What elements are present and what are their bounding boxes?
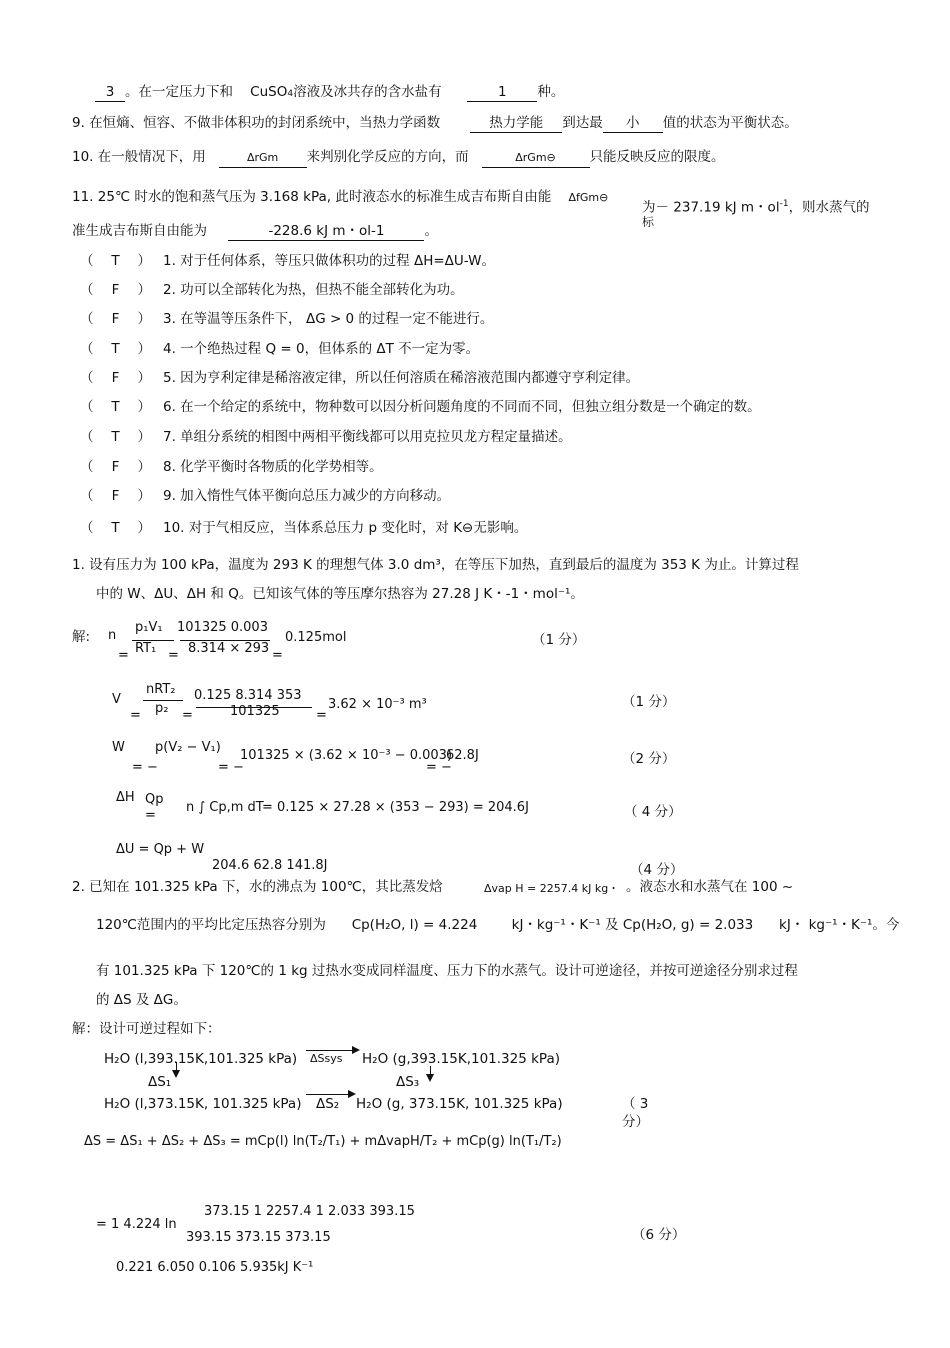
problem1-line2: 中的 W、ΔU、ΔH 和 Q。已知该气体的等压摩尔热容为 27.28 J K・-1・mol⁻¹。 [96,586,584,602]
eq2-den2: 101325 [230,704,280,719]
eq3-rest: 101325 × (3.62 × 10⁻³ − 0.003) [240,748,453,763]
eq2-result: 3.62 × 10⁻³ m³ [328,697,427,712]
numeric-numerators: 373.15 1 2257.4 1 2.033 393.15 [204,1204,415,1219]
score: （1 分） [622,694,676,710]
score: （6 分） [632,1227,686,1243]
answer-blank: ΔrGm⊖ [482,149,590,168]
score: （4 分） [630,862,684,878]
answer-blank: 小 [603,114,663,133]
q9: 9. 在恒熵、恒容、不做非体积功的封闭系统中，当热力学函数 热力学能 到达最 小 值的状态为平衡状态。 [72,115,798,131]
tf-item: （ F ） 5. 因为亨利定律是稀溶液定律，所以任何溶质在稀溶液范围内都遵守亨利定律。 [80,370,640,386]
problem2-line1b: 。液态水和水蒸气在 100 ~ [626,879,794,895]
eq3-lhs: W [112,740,125,755]
state-liquid-393: H₂O (l,393.15K,101.325 kPa) [104,1051,298,1067]
problem2-line3: 有 101.325 kPa 下 120℃的 1 kg 过热水变成同样温度、压力下的水蒸气。设计可逆途径，并按可逆途径分别求过程 [96,963,798,979]
state-gas-393: H₂O (g,393.15K,101.325 kPa) [362,1051,560,1067]
tf-item: （ F ） 8. 化学平衡时各物质的化学势相等。 [80,459,383,475]
tf-item: （ T ） 4. 一个绝热过程 Q = 0，但体系的 ΔT 不一定为零。 [80,341,480,357]
answer-blank: 3 [95,83,125,102]
final-result: 0.221 6.050 0.106 5.935kJ K⁻¹ [116,1260,314,1275]
eq-sign: = − [426,760,452,775]
problem1-line1: 1. 设有压力为 100 kPa，温度为 293 K 的理想气体 3.0 dm³，在等压下加热，直到最后的温度为 353 K 为止。计算过程 [72,557,799,573]
q8-tail: 3 。在一定压力下和 CuSO4溶液及冰共存的含水盐有 1 种。 [95,83,564,103]
state-gas-373: H₂O (g, 373.15K, 101.325 kPa) [356,1096,563,1112]
numeric-denominators: 393.15 373.15 373.15 [186,1230,331,1245]
state-liquid-373: H₂O (l,373.15K, 101.325 kPa) [104,1096,302,1112]
eq2-frac-num: nRT₂ [146,682,176,697]
answer-blank: ΔrGm [219,149,307,168]
eq-sign: = [118,648,129,663]
eq4-q: Qp [145,792,164,807]
tf-item: （ T ） 10. 对于气相反应，当体系总压力 p 变化时，对 K⊖无影响。 [80,520,528,536]
q11-value: 为－ 237.19 kJ m・$ol^{-1}$，则水蒸气的 [642,199,870,216]
answer-blank: 1 [467,83,537,102]
eq4-rest: = 0.125 × 27.28 × (353 − 293) = 204.6J [262,800,529,815]
score: （ 3 分） [622,1096,649,1130]
eq3-result: 62.8J [446,748,479,763]
eq-sign: = − [132,760,158,775]
eq4-mid: n ∫ Cp,m dT [186,800,264,815]
score: （2 分） [622,751,676,767]
eq5-lhs: ΔU = Qp + W [116,842,205,857]
tf-item: （ T ） 7. 单组分系统的相图中两相平衡线都可以用克拉贝龙方程定量描述。 [80,429,572,445]
eq5-rest: 204.6 62.8 141.8J [212,858,328,873]
answer-blank: -228.6 kJ m・ol-1 [228,222,424,241]
tf-item: （ F ） 2. 功可以全部转化为热，但热不能全部转化为功。 [80,282,464,298]
eq1-den2: 8.314 × 293 [188,641,270,656]
answer-blank: 热力学能 [470,114,562,133]
tf-item: （ T ） 6. 在一个给定的系统中，物种数可以因分析问题角度的不同而不同，但独立组分数是一个确定的数。 [80,399,761,415]
eq2-num2: 0.125 8.314 353 [194,688,302,703]
ds1-label: ΔS₁ [148,1074,172,1090]
arrow-up [430,1066,431,1080]
eq4-lhs: ΔH [116,790,135,805]
solution-label: 解: [72,629,91,645]
arrow-down [176,1062,177,1076]
problem2-line2: 120℃范围内的平均比定压热容分别为 Cp(H₂O, l) = 4.224 kJ・kg⁻¹・K⁻¹ 及 Cp(H₂O, g) = 2.033 kJ・ kg⁻¹・K⁻¹。今 [96,917,900,933]
eq-sign: = [272,648,283,663]
q11-line1: 11. 25℃ 时水的饱和蒸气压为 3.168 kPa, 此时液态水的标准生成吉布斯自由能 ΔfGm⊖ [72,189,609,205]
tf-item: （ F ） 9. 加入惰性气体平衡向总压力减少的方向移动。 [80,488,451,504]
numeric-expression: = 1 4.224 ln [96,1217,177,1232]
problem2-line4: 的 ΔS 及 ΔG。 [96,992,187,1008]
score: （1 分） [532,632,586,648]
eq1-frac-den: RT₁ [135,641,157,656]
ds3-label: ΔS₃ [396,1074,420,1090]
eq1-lhs: n [108,628,117,643]
eq-sign: = [130,708,141,723]
score: （ 4 分） [624,804,682,820]
ds2-label: ΔS₂ [316,1096,340,1112]
problem2-line1: 2. 已知在 101.325 kPa 下，水的沸点为 100℃，其比蒸发焓 [72,879,443,895]
q11-line2: 准生成吉布斯自由能为 -228.6 kJ m・ol-1 。 [72,223,438,239]
eq-sign: = [168,648,179,663]
eq1-frac-num: p₁V₁ [135,620,163,635]
eq-sign: = [316,708,327,723]
dssys-label: ΔSsys [310,1052,343,1065]
tf-item: （ F ） 3. 在等温等压条件下， ΔG > 0 的过程一定不能进行。 [80,311,494,327]
eq2-frac-den: p₂ [155,701,169,716]
tf-item: （ T ） 1. 对于任何体系，等压只做体积功的过程 ΔH=ΔU-W。 [80,253,495,269]
eq1-result: 0.125mol [285,630,347,645]
entropy-equation: ΔS = ΔS₁ + ΔS₂ + ΔS₃ = mCp(l) ln(T₂/T₁) + mΔvapH/T₂ + mCp(g) ln(T₁/T₂) [84,1134,562,1149]
eq-sign: = [182,708,193,723]
fraction-bar [132,640,174,641]
q10: 10. 在一般情况下，用 ΔrGm 来判别化学反应的方向，而 ΔrGm⊖ 只能反映反应的限度。 [72,148,725,168]
eq2-lhs: V [112,692,121,707]
q11-biao: 标 [642,215,655,229]
eq-sign: = [145,808,156,823]
eq3-mid: p(V₂ − V₁) [155,740,221,755]
vap-enthalpy: Δvap H = 2257.4 kJ kg・ [484,882,620,895]
eq1-num2: 101325 0.003 [177,620,268,635]
solution-label: 解：设计可逆过程如下： [72,1021,221,1037]
eq-sign: = − [218,760,244,775]
